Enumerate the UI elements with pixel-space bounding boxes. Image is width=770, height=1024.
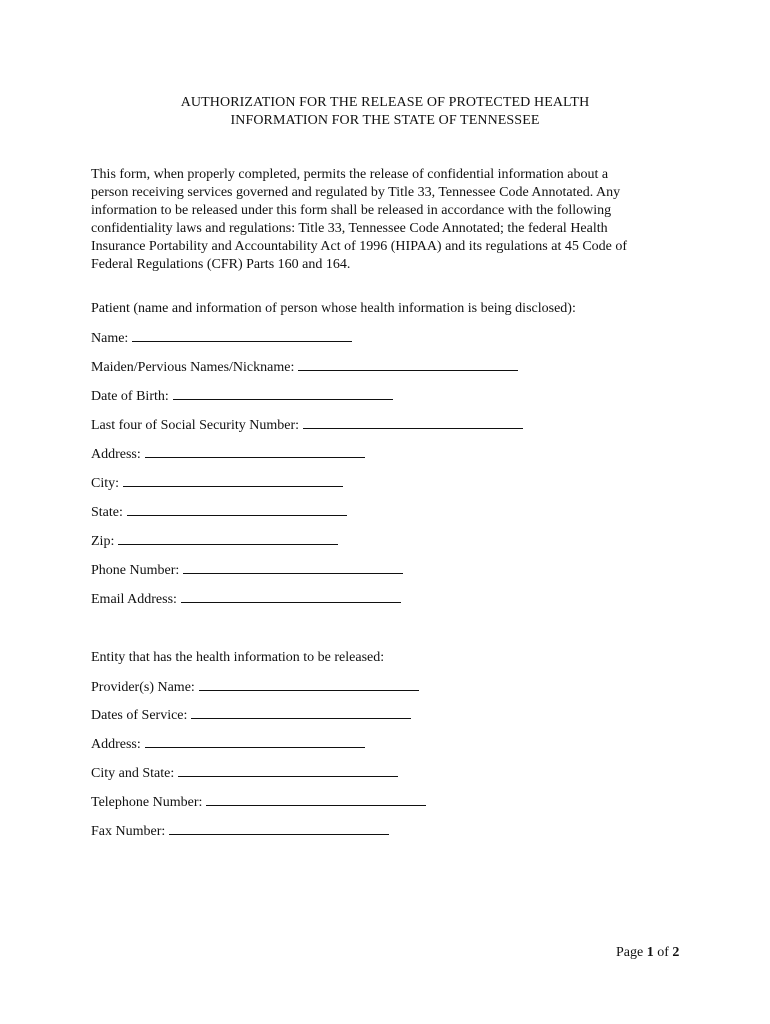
dob-blank[interactable] bbox=[173, 387, 393, 400]
address-blank[interactable] bbox=[145, 445, 365, 458]
city-and-state-field[interactable] bbox=[91, 764, 398, 783]
city-and-state-blank[interactable] bbox=[178, 764, 398, 777]
field-label: Dates of Service: bbox=[91, 708, 188, 723]
field-label: City and State: bbox=[91, 766, 175, 781]
patient-phone-field[interactable] bbox=[91, 561, 403, 580]
field-label: Email Address: bbox=[91, 592, 177, 607]
intro-line: information to be released under this form shall be released in accordance with the following bbox=[91, 203, 612, 218]
field-label: Telephone Number: bbox=[91, 795, 203, 810]
intro-line: person receiving services governed and regulated by Title 33, Tennessee Code Annotated. Any bbox=[91, 185, 621, 200]
patient-maiden-names-field[interactable] bbox=[91, 358, 518, 377]
current-page: 1 bbox=[646, 945, 654, 960]
page-number bbox=[616, 944, 679, 962]
dates-of-service-field[interactable] bbox=[91, 706, 411, 725]
field-label: Provider(s) Name: bbox=[91, 680, 195, 695]
field-label: Fax Number: bbox=[91, 824, 166, 839]
city-blank[interactable] bbox=[123, 474, 343, 487]
form-title-line-1: AUTHORIZATION FOR THE RELEASE OF PROTECTED HEALTH bbox=[180, 95, 590, 110]
provider-name-blank[interactable] bbox=[199, 678, 419, 691]
field-label: Zip: bbox=[91, 534, 115, 549]
total-pages: 2 bbox=[672, 945, 680, 960]
zip-blank[interactable] bbox=[118, 532, 338, 545]
field-label: State: bbox=[91, 505, 123, 520]
patient-email-field[interactable] bbox=[91, 590, 401, 609]
ssn-blank[interactable] bbox=[303, 416, 523, 429]
patient-city-field[interactable] bbox=[91, 474, 343, 493]
entity-address-blank[interactable] bbox=[145, 735, 365, 748]
form-title-line-2: INFORMATION FOR THE STATE OF TENNESSEE bbox=[230, 113, 540, 128]
intro-line: Insurance Portability and Accountability Act of 1996 (HIPAA) and its regulations at 45 Code of bbox=[91, 239, 628, 254]
field-label: City: bbox=[91, 476, 120, 491]
intro-paragraph bbox=[91, 166, 691, 274]
of-word: of bbox=[657, 945, 669, 960]
fax-number-field[interactable] bbox=[91, 822, 389, 841]
field-label: Last four of Social Security Number: bbox=[91, 418, 300, 433]
name-blank[interactable] bbox=[132, 329, 352, 342]
patient-name-field[interactable] bbox=[91, 329, 352, 348]
patient-dob-field[interactable] bbox=[91, 387, 393, 406]
patient-ssn-field[interactable] bbox=[91, 416, 523, 435]
fax-blank[interactable] bbox=[169, 822, 389, 835]
intro-line: Federal Regulations (CFR) Parts 160 and 164. bbox=[91, 257, 351, 272]
maiden-names-blank[interactable] bbox=[298, 358, 518, 371]
field-label: Name: bbox=[91, 331, 129, 346]
field-label: Maiden/Pervious Names/Nickname: bbox=[91, 360, 295, 375]
patient-state-field[interactable] bbox=[91, 503, 347, 522]
entity-address-field[interactable] bbox=[91, 735, 365, 754]
field-label: Address: bbox=[91, 447, 141, 462]
telephone-number-field[interactable] bbox=[91, 793, 426, 812]
field-label: Date of Birth: bbox=[91, 389, 169, 404]
provider-name-field[interactable] bbox=[91, 678, 419, 697]
page-word: Page bbox=[616, 945, 644, 960]
patient-address-field[interactable] bbox=[91, 445, 365, 464]
dates-of-service-blank[interactable] bbox=[191, 706, 411, 719]
patient-section-label: Patient (name and information of person whose health information is being disclosed): bbox=[91, 301, 576, 316]
form-title bbox=[0, 94, 770, 130]
telephone-blank[interactable] bbox=[206, 793, 426, 806]
field-label: Address: bbox=[91, 737, 141, 752]
email-blank[interactable] bbox=[181, 590, 401, 603]
intro-line: This form, when properly completed, permits the release of confidential information about a bbox=[91, 167, 609, 182]
patient-zip-field[interactable] bbox=[91, 532, 338, 551]
state-blank[interactable] bbox=[127, 503, 347, 516]
field-label: Phone Number: bbox=[91, 563, 180, 578]
phone-blank[interactable] bbox=[183, 561, 403, 574]
intro-line: confidentiality laws and regulations: Title 33, Tennessee Code Annotated; the federal Health bbox=[91, 221, 608, 236]
entity-section-label: Entity that has the health information to be released: bbox=[91, 650, 385, 665]
